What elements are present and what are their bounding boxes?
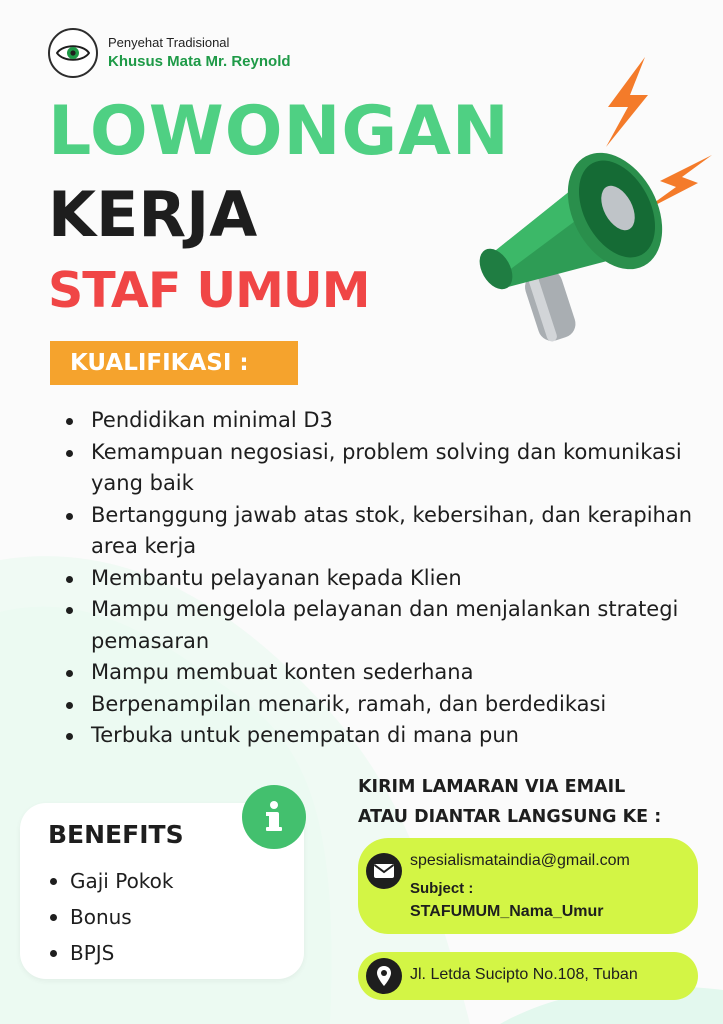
brand-subtitle: Penyehat Tradisional	[108, 35, 230, 50]
headline-staf-umum: STAF UMUM	[48, 262, 370, 319]
address-text: Jl. Letda Sucipto No.108, Tuban	[410, 966, 638, 983]
list-item: Bertanggung jawab atas stok, kebersihan, dan kerapihan area kerja	[64, 500, 704, 563]
location-pin-icon	[366, 958, 402, 994]
email-address[interactable]: spesialismataindia@gmail.com	[410, 852, 630, 869]
contact-title-line2: ATAU DIANTAR LANGSUNG KE :	[358, 807, 662, 827]
subject-value: STAFUMUM_Nama_Umur	[410, 903, 604, 920]
list-item: Mampu mengelola pelayanan dan menjalankan strategi pemasaran	[64, 594, 704, 657]
list-item: Gaji Pokok	[48, 863, 174, 899]
megaphone-icon	[470, 55, 720, 355]
brand-name: Khusus Mata Mr. Reynold	[108, 53, 291, 70]
list-item: Kemampuan negosiasi, problem solving dan komunikasi yang baik	[64, 437, 704, 500]
list-item: Terbuka untuk penempatan di mana pun	[64, 720, 704, 752]
headline-lowongan: LOWONGAN	[48, 92, 510, 171]
benefits-list	[48, 863, 174, 971]
kualifikasi-badge: KUALIFIKASI :	[50, 341, 298, 385]
list-item: Membantu pelayanan kepada Klien	[64, 563, 704, 595]
eye-icon	[56, 42, 90, 64]
contact-title	[358, 772, 661, 832]
list-item: Berpenampilan menarik, ramah, dan berdedikasi	[64, 689, 704, 721]
contact-title-line1: KIRIM LAMARAN VIA EMAIL	[358, 777, 626, 797]
benefits-title: BENEFITS	[48, 820, 184, 849]
email-icon	[366, 853, 402, 889]
info-icon	[242, 785, 306, 849]
list-item: Mampu membuat konten sederhana	[64, 657, 704, 689]
list-item: Bonus	[48, 899, 174, 935]
headline-kerja: KERJA	[48, 178, 258, 251]
list-item: Pendidikan minimal D3	[64, 405, 704, 437]
qualification-list	[64, 405, 704, 752]
logo	[48, 28, 98, 78]
subject-label: Subject :	[410, 880, 474, 897]
list-item: BPJS	[48, 935, 174, 971]
